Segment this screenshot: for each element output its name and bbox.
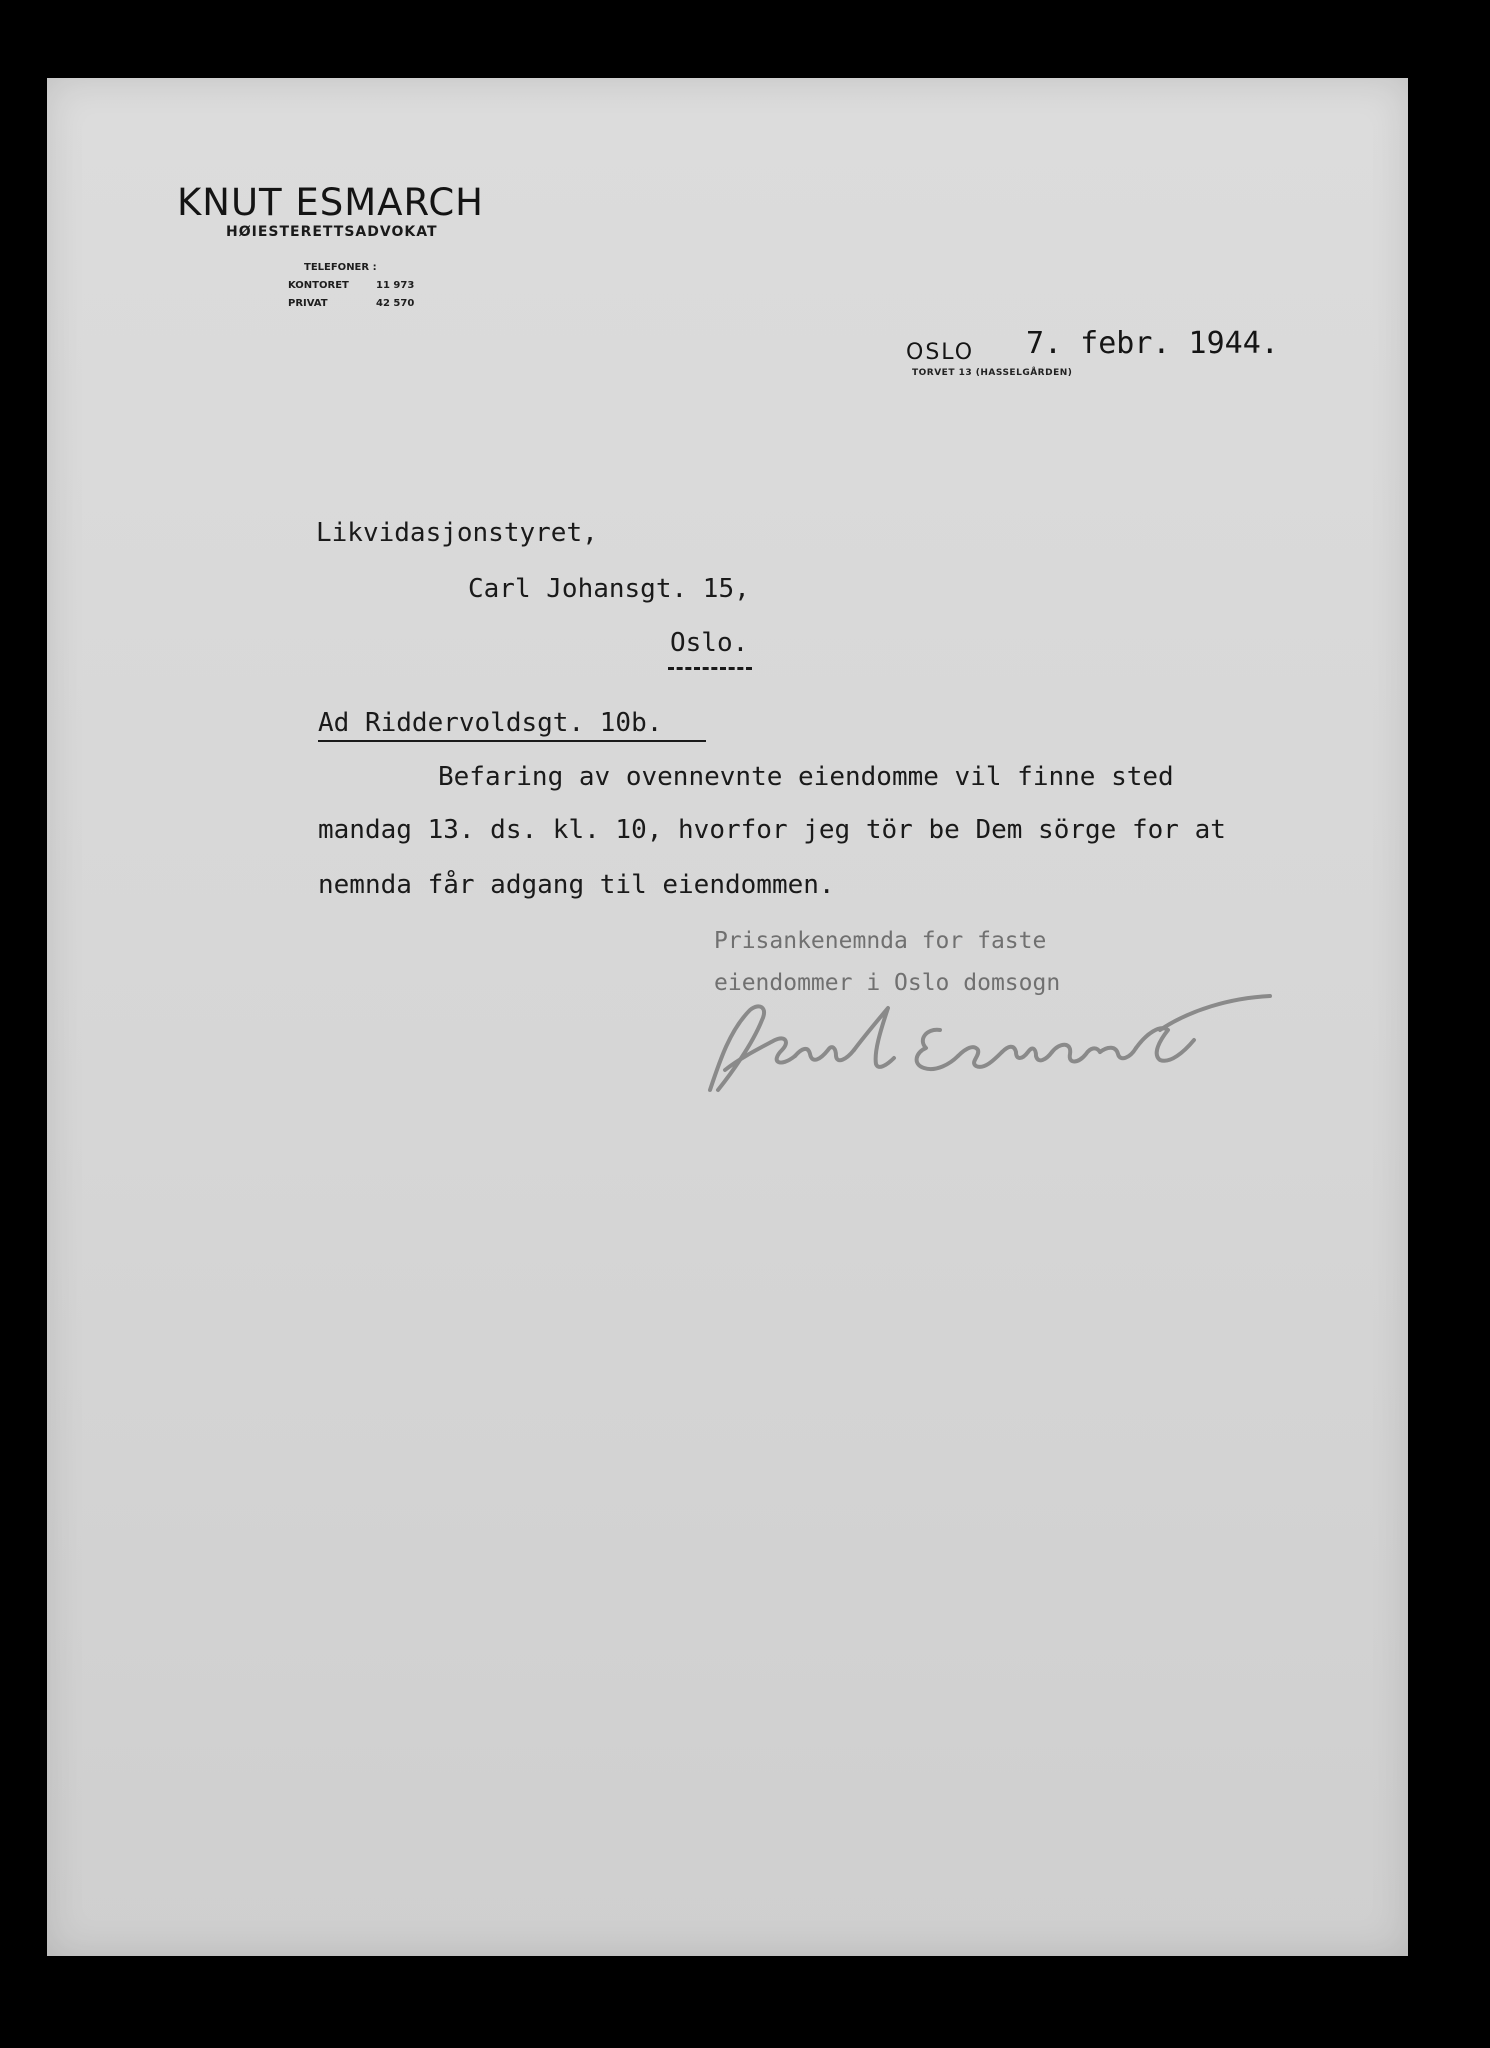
recipient-name: Likvidasjonstyret, bbox=[316, 518, 598, 548]
phones-heading: TELEFONER : bbox=[304, 262, 377, 273]
city-name: OSLO bbox=[906, 340, 975, 365]
phone-number: 11 973 bbox=[376, 280, 415, 291]
handwritten-signature bbox=[690, 990, 1290, 1105]
body-line: Befaring av ovennevnte eiendomme vil finne sted bbox=[438, 762, 1174, 792]
phone-number: 42 570 bbox=[376, 298, 415, 309]
recipient-city: Oslo. bbox=[670, 628, 749, 658]
letter-subject: Ad Riddervoldsgt. 10b. bbox=[318, 708, 663, 738]
phone-label: PRIVAT bbox=[288, 298, 328, 309]
recipient-street: Carl Johansgt. 15, bbox=[468, 574, 750, 604]
recipient-underline bbox=[668, 667, 752, 670]
phone-label: KONTORET bbox=[288, 280, 349, 291]
letter-date: 7. febr. 1944. bbox=[1026, 326, 1279, 361]
letterhead-title: HØIESTERETTSADVOKAT bbox=[226, 224, 438, 240]
stamp-line: eiendommer i Oslo domsogn bbox=[714, 970, 1061, 996]
office-address: TORVET 13 (HASSELGÅRDEN) bbox=[912, 368, 1073, 378]
subject-underline bbox=[318, 740, 706, 742]
phone-block bbox=[288, 259, 414, 313]
body-line: mandag 13. ds. kl. 10, hvorfor jeg tör be Dem sörge for at bbox=[318, 815, 1226, 845]
phone-row-private bbox=[288, 295, 414, 313]
letterhead-name: KNUT ESMARCH bbox=[177, 181, 485, 224]
phone-row-office bbox=[288, 277, 414, 295]
stamp-line: Prisankenemnda for faste bbox=[714, 928, 1047, 954]
body-line: nemnda får adgang til eiendommen. bbox=[318, 870, 835, 900]
